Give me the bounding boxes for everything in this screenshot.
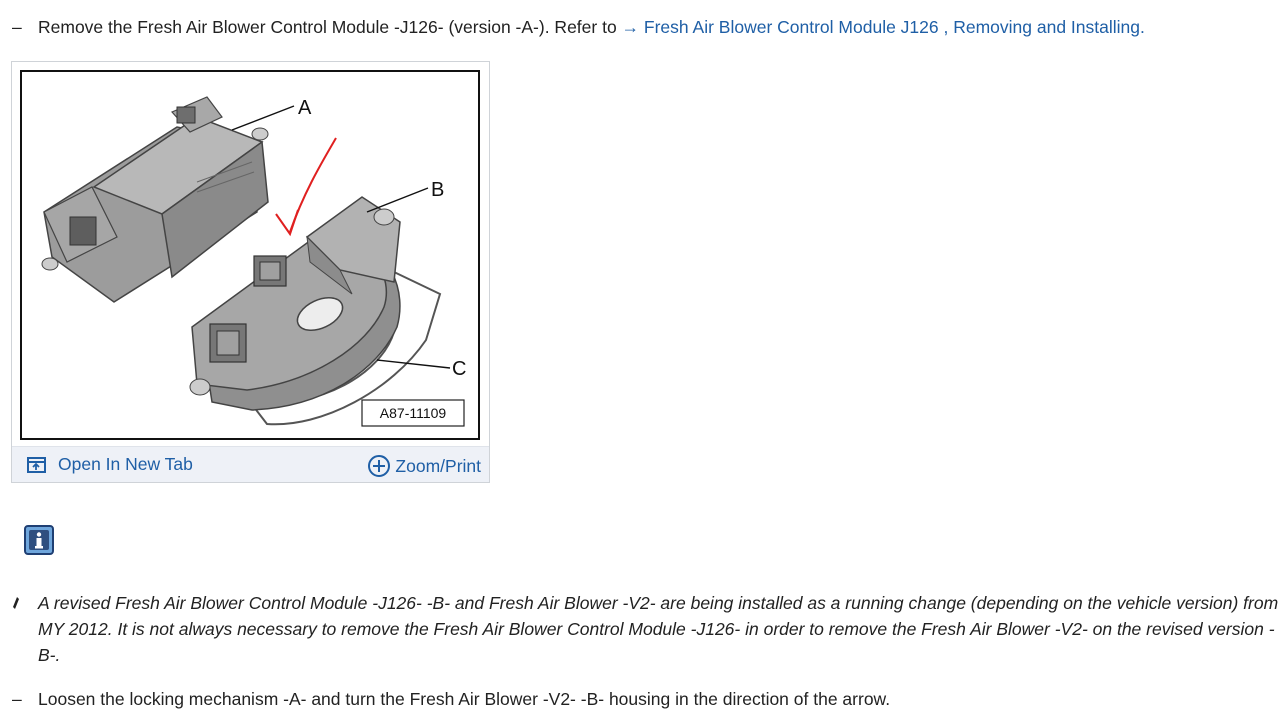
blower-module-drawing: [22, 72, 478, 438]
step-dash: –: [12, 17, 22, 37]
figure-code: A87-11109: [379, 405, 447, 421]
label-c: C: [452, 358, 467, 380]
illustration-figure: [11, 61, 490, 483]
open-in-new-tab-link[interactable]: [26, 454, 193, 475]
direction-arrow: [290, 138, 336, 232]
zoom-print-label: Zoom/Print: [395, 455, 481, 476]
illustration-image[interactable]: [20, 70, 480, 440]
step-dash: –: [12, 689, 22, 709]
info-note-text: A revised Fresh Air Blower Control Module -J126- -B- and Fresh Air Blower -V2- are being installed as a running change (depending on the vehicle version) from MY 2012. It is not always necessary to remove the Fresh Air Blower Control Module -J126- in order to remove the Fresh Air Blower -V2- on the revised version -B-.: [38, 593, 1279, 665]
zoom-print-link[interactable]: [367, 454, 481, 478]
label-a: A: [298, 97, 312, 119]
open-new-tab-icon: [26, 455, 48, 475]
zoom-plus-icon: [367, 454, 391, 478]
step-text: Loosen the locking mechanism -A- and turn the Fresh Air Blower -V2- -B- housing in the direction of the arrow.: [38, 689, 891, 709]
step-remove-module: [12, 16, 1145, 38]
figure-toolbar: [12, 446, 489, 482]
label-b: B: [431, 179, 445, 201]
step-loosen-lock: [12, 688, 890, 710]
open-in-new-tab-label: Open In New Tab: [58, 454, 193, 474]
bullet-icon: [12, 596, 20, 610]
step-text: Remove the Fresh Air Blower Control Module -J126- (version -A-). Refer to: [38, 17, 622, 37]
info-icon: [24, 525, 54, 555]
removing-installing-link[interactable]: → Fresh Air Blower Control Module J126 , Removing and Installing.: [621, 17, 1145, 37]
module-a-drawing: [42, 97, 268, 302]
